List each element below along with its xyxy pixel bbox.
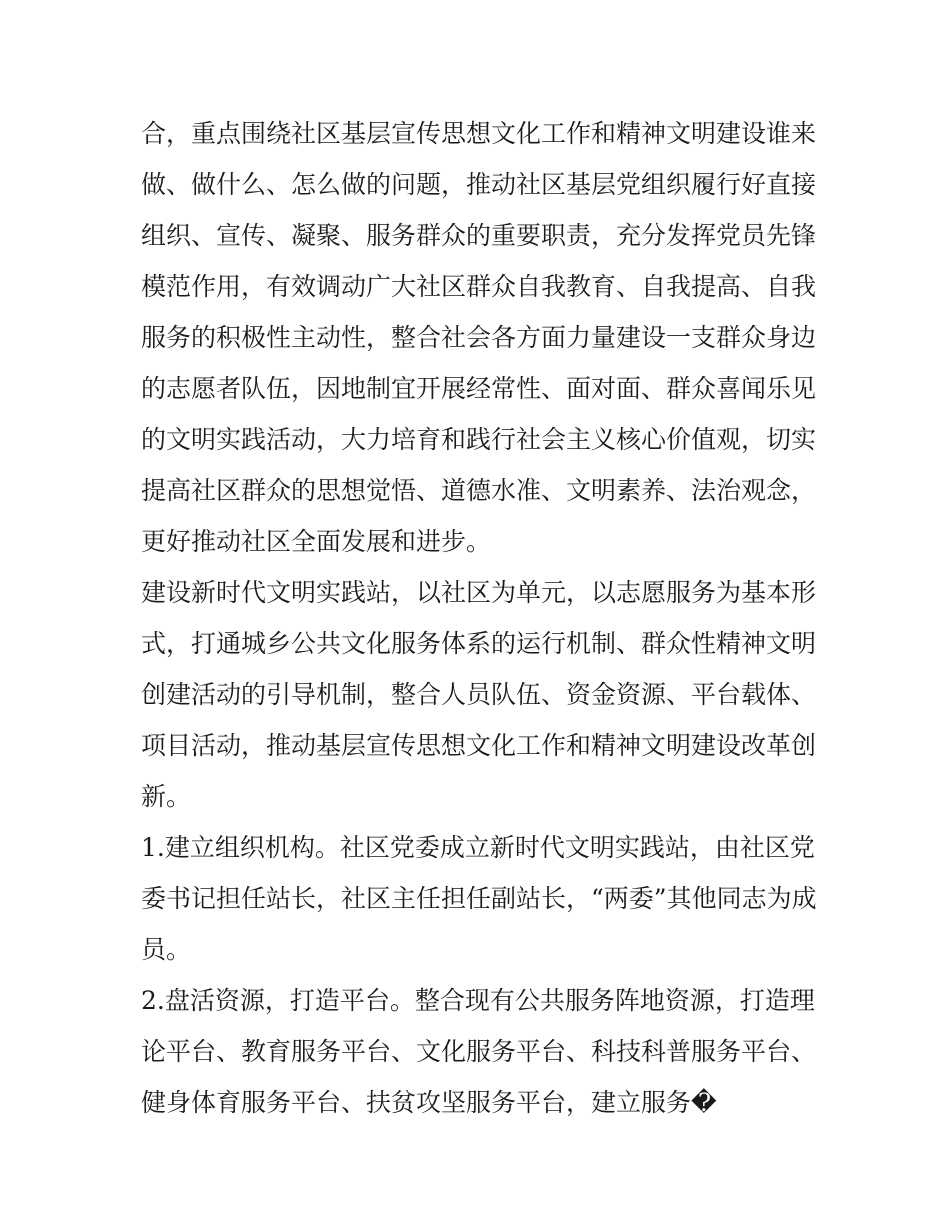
text-line: 的文明实践活动，大力培育和践行社会主义核心价值观，切实 [141, 425, 817, 454]
text-line: 2.盘活资源，打造平台。整合现有公共服务阵地资源，打造理 [141, 986, 815, 1015]
text-line: 项目活动，推动基层宣传思想文化工作和精神文明建设改革创 [141, 731, 817, 760]
text-line: 论平台、教育服务平台、文化服务平台、科技科普服务平台、 [141, 1037, 817, 1066]
text-line: 模范作用，有效调动广大社区群众自我教育、自我提高、自我 [141, 272, 817, 301]
text-line: 新。 [141, 782, 192, 811]
text-line: 建设新时代文明实践站，以社区为单元，以志愿服务为基本形 [141, 578, 817, 607]
text-line: 合，重点围绕社区基层宣传思想文化工作和精神文明建设谁来 [141, 119, 817, 148]
text-line: 的志愿者队伍，因地制宜开展经常性、面对面、群众喜闻乐见 [141, 374, 817, 403]
text-line: 提高社区群众的思想觉悟、道德水准、文明素养、法治观念， [141, 476, 817, 505]
text-line: 组织、宣传、凝聚、服务群众的重要职责，充分发挥党员先锋 [141, 221, 817, 250]
text-line: 更好推动社区全面发展和进步。 [141, 527, 492, 556]
document-body-text [141, 108, 821, 1128]
text-line: 服务的积极性主动性，整合社会各方面力量建设一支群众身边 [141, 323, 817, 352]
text-line: 做、做什么、怎么做的问题，推动社区基层党组织履行好直接 [141, 170, 817, 199]
text-line: 委书记担任站长，社区主任担任副站长，“两委”其他同志为成 [141, 884, 817, 913]
text-line: 创建活动的引导机制，整合人员队伍、资金资源、平台载体、 [141, 680, 817, 709]
text-line: 式，打通城乡公共文化服务体系的运行机制、群众性精神文明 [141, 629, 817, 658]
text-line: 1.建立组织机构。社区党委成立新时代文明实践站，由社区党 [141, 833, 815, 862]
text-line: 健身体育服务平台、扶贫攻坚服务平台，建立服务� [141, 1088, 717, 1117]
text-line: 员。 [141, 935, 192, 964]
